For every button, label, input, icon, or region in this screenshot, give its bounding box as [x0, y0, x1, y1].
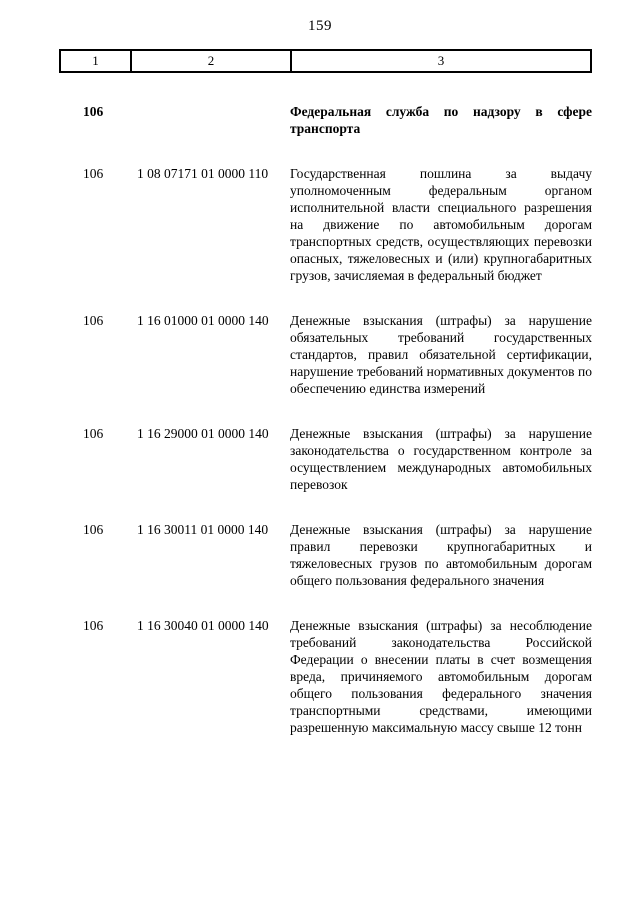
table-row — [59, 521, 592, 589]
row-description: Денежные взыскания (штрафы) за нарушение обязательных требований государственных стандартов, правил обязательной сертификации, нарушение требований нормативных документов по обеспечению единства измерений — [290, 313, 592, 396]
row-budget-code: 1 16 01000 01 0000 140 — [137, 313, 269, 328]
row-admin-code: 106 — [83, 618, 104, 633]
table-header — [59, 49, 592, 73]
row-budget-code: 1 08 07171 01 0000 110 — [137, 166, 269, 181]
row-budget-code: 1 16 30040 01 0000 140 — [137, 618, 269, 633]
table-header-col3: 3 — [437, 53, 445, 68]
table-row — [59, 425, 592, 493]
table-row — [59, 103, 592, 137]
row-description: Денежные взыскания (штрафы) за несоблюдение требований законодательства Российской Федерации о внесении платы в счет возмещения вреда, причиняемого автомобильным дорогам общего пользования федерального значения транспортными средствами, имеющими разрешенную максимальную массу свыше 12 тонн — [290, 618, 592, 735]
row-admin-code: 106 — [83, 313, 104, 328]
row-admin-code: 106 — [83, 522, 104, 537]
row-admin-code: 106 — [83, 104, 104, 119]
table-body — [59, 103, 592, 736]
table-header-col2: 2 — [132, 51, 292, 71]
table-row — [59, 312, 592, 397]
row-description: Денежные взыскания (штрафы) за нарушение законодательства о государственном контроле за осуществлением международных автомобильных перевозок — [290, 426, 592, 492]
row-description: Федеральная служба по надзору в сфере транспорта — [290, 104, 592, 136]
table-row — [59, 165, 592, 284]
table-row — [59, 617, 592, 736]
row-budget-code: 1 16 30011 01 0000 140 — [137, 522, 269, 537]
table-header-col1: 1 — [61, 51, 132, 71]
page-number: 159 — [308, 18, 332, 34]
row-description: Государственная пошлина за выдачу уполномоченным федеральным органом исполнительной власти специального разрешения на движение по автомобильным дорогам транспортных средств, осуществляющих перевозки опасных, тяжеловесных и (или) крупногабаритных грузов, зачисляемая в федеральный бюджет — [290, 166, 592, 283]
row-budget-code: 1 16 29000 01 0000 140 — [137, 426, 269, 441]
row-admin-code: 106 — [83, 426, 104, 441]
row-admin-code: 106 — [83, 166, 104, 181]
row-description: Денежные взыскания (штрафы) за нарушение правил перевозки крупногабаритных и тяжеловесных грузов по автомобильным дорогам общего пользования федерального значения — [290, 522, 592, 588]
